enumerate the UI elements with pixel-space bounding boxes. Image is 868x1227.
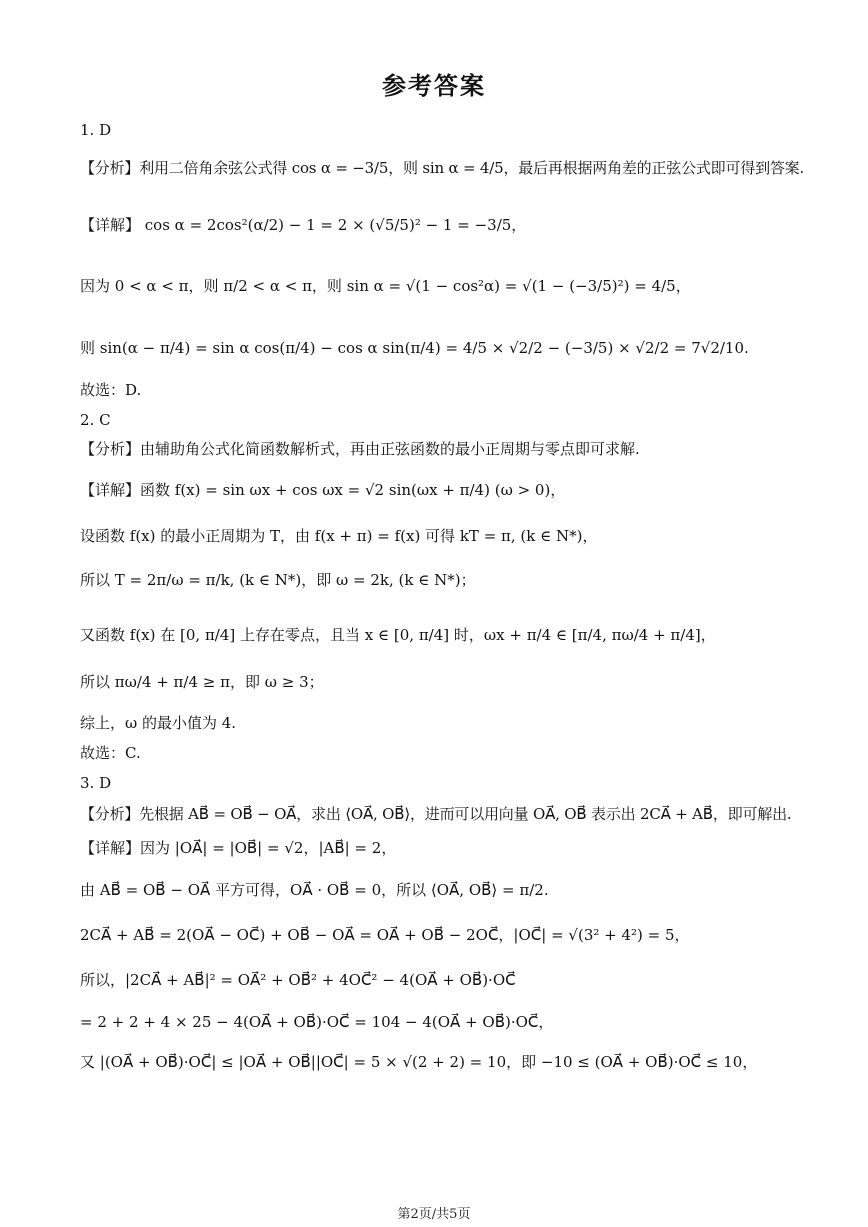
q3-detail-line: 由 AB⃗ = OB⃗ − OA⃗ 平方可得，OA⃗ · OB⃗ = 0，所以 ⟨OA⃗, OB⃗⟩ = π/2.: [80, 881, 549, 899]
q1-detail-line: 因为 0 < α < π，则 π/2 < α < π，则 sin α = √(1 − cos²α) = √(1 − (−3/5)²) = 4/5，: [80, 277, 691, 295]
q3-analysis: 【分析】先根据 AB⃗ = OB⃗ − OA⃗，求出 ⟨OA⃗, OB⃗⟩，进而可以用向量 OA⃗, OB⃗ 表示出 2CA⃗ + AB⃗，即可解出.: [80, 805, 792, 823]
q1-choice: 故选：D.: [80, 381, 142, 399]
q1-analysis: 【分析】利用二倍角余弦公式得 cos α = −3/5，则 sin α = 4/5，最后再根据两角差的正弦公式即可得到答案.: [80, 159, 805, 177]
q2-summary: 综上，ω 的最小值为 4.: [80, 714, 237, 732]
q2-detail-line: 所以 πω/4 + π/4 ≥ π，即 ω ≥ 3；: [80, 673, 324, 691]
q3-detail-line: = 2 + 2 + 4 × 25 − 4(OA⃗ + OB⃗)·OC⃗ = 104 − 4(OA⃗ + OB⃗)·OC⃗，: [80, 1013, 554, 1031]
question-2-answer: 2. C: [80, 411, 111, 429]
q2-detail-line: 设函数 f(x) 的最小正周期为 T，由 f(x + π) = f(x) 可得 kT = π, (k ∈ N*)，: [80, 527, 598, 545]
q3-detail-line: 2CA⃗ + AB⃗ = 2(OA⃗ − OC⃗) + OB⃗ − OA⃗ = OA⃗ + OB⃗ − 2OC⃗，|OC⃗| = √(3² + 4²) = 5，: [80, 926, 690, 944]
q2-analysis: 【分析】由辅助角公式化简函数解析式，再由正弦函数的最小正周期与零点即可求解.: [80, 440, 640, 458]
page-title: 参考答案: [382, 72, 486, 100]
q2-detail-line: 所以 T = 2π/ω = π/k, (k ∈ N*)，即 ω = 2k, (k ∈ N*)；: [80, 571, 476, 589]
q2-detail: 【详解】函数 f(x) = sin ωx + cos ωx = √2 sin(ωx + π/4) (ω > 0)，: [80, 481, 566, 499]
q1-detail-line: 则 sin(α − π/4) = sin α cos(π/4) − cos α sin(π/4) = 4/5 × √2/2 − (−3/5) × √2/2 = 7√2/10.: [80, 339, 749, 357]
q2-detail-line: 又函数 f(x) 在 [0, π/4] 上存在零点，且当 x ∈ [0, π/4] 时，ωx + π/4 ∈ [π/4, πω/4 + π/4]，: [80, 626, 716, 644]
question-3-answer: 3. D: [80, 774, 112, 792]
q3-detail-line: 所以，|2CA⃗ + AB⃗|² = OA⃗² + OB⃗² + 4OC⃗² − 4(OA⃗ + OB⃗)·OC⃗: [80, 971, 516, 989]
q1-detail: 【详解】 cos α = 2cos²(α/2) − 1 = 2 × (√5/5)² − 1 = −3/5，: [80, 216, 527, 234]
question-1-answer: 1. D: [80, 121, 112, 139]
q3-detail: 【详解】因为 |OA⃗| = |OB⃗| = √2，|AB⃗| = 2，: [80, 839, 397, 857]
page-number: 第2页/共5页: [397, 1207, 471, 1222]
q2-choice: 故选：C.: [80, 744, 141, 762]
q3-detail-line: 又 |(OA⃗ + OB⃗)·OC⃗| ≤ |OA⃗ + OB⃗||OC⃗| = 5 × √(2 + 2) = 10，即 −10 ≤ (OA⃗ + OB⃗)·OC⃗ ≤ 10，: [80, 1053, 758, 1071]
